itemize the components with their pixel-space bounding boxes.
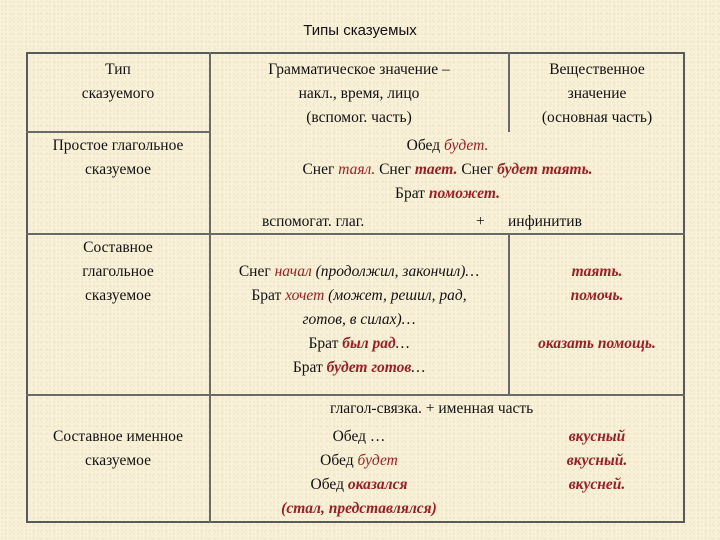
header-lexical-line2: значение [567, 85, 627, 102]
predicate-highlight: таял. [338, 161, 376, 178]
auxiliary-highlight: будет готов [326, 359, 412, 376]
label-simple-line2: сказуемое [85, 161, 151, 178]
header-lexical-line3: (основная часть) [541, 109, 653, 126]
verbal-example-1 [210, 260, 508, 284]
nominal-scheme: глагол-связка. + именная часть [330, 400, 534, 417]
spacer [509, 308, 685, 332]
header-lexical-line1: Вещественное [549, 61, 645, 78]
nominal-meaning-3: вкусней. [568, 476, 626, 493]
example-text: (может, решил, рад, [324, 287, 467, 304]
header-lexical [509, 58, 685, 130]
verbal-example-4 [210, 332, 508, 356]
header-grammatical [210, 58, 508, 130]
example-text: Брат [395, 185, 429, 202]
header-type-line2: сказуемого [81, 85, 155, 102]
verbal-example-2 [210, 284, 508, 308]
nominal-meaning-2: вкусный. [566, 452, 628, 469]
example-text: Снег [457, 161, 498, 178]
auxiliary-highlight: хочет [285, 287, 325, 304]
header-type-line1: Тип [105, 61, 131, 78]
example-text: Брат [292, 359, 327, 376]
label-compound-nominal-line1: Составное именное [53, 428, 183, 445]
example-text: Снег [238, 263, 275, 280]
nominal-examples [210, 425, 508, 521]
label-compound-verbal [26, 236, 210, 308]
example-text: Снег [375, 161, 415, 178]
simple-examples [210, 134, 685, 206]
predicate-highlight: будет таять. [497, 161, 593, 178]
row-divider-header [26, 131, 211, 133]
page-title: Типы сказуемых [303, 22, 417, 39]
verbal-scheme-right: инфинитив [508, 213, 582, 230]
verbal-meaning-1: таять. [571, 263, 623, 280]
copula-highlight: будет [357, 452, 398, 469]
example-text: Обед [310, 476, 348, 493]
label-simple-line1: Простое глагольное [52, 137, 184, 154]
simple-example-2 [210, 158, 685, 182]
nominal-example-2 [210, 449, 508, 473]
header-type [26, 58, 210, 106]
simple-example-3 [210, 182, 685, 206]
auxiliary-highlight: начал [274, 263, 312, 280]
verbal-meaning-3: оказать помощь. [538, 335, 656, 352]
nominal-example-4: (стал, представлялся) [281, 500, 437, 517]
header-grammatical-line2: накл., время, лицо [298, 85, 420, 102]
header-grammatical-line1: Грамматическое значение – [268, 61, 450, 78]
label-compound-verbal-line2: глагольное [82, 263, 154, 280]
label-compound-verbal-line3: сказуемое [85, 287, 151, 304]
example-text: (продолжил, закончил)… [311, 263, 480, 280]
nominal-meanings [509, 425, 685, 497]
simple-example-1 [210, 134, 685, 158]
example-text: Брат [251, 287, 286, 304]
predicate-highlight: будет. [443, 137, 489, 154]
label-compound-nominal-line2: сказуемое [85, 452, 151, 469]
verbal-example-3: готов, в силах)… [302, 311, 416, 328]
nominal-example-3 [210, 473, 508, 497]
nominal-meaning-1: вкусный [568, 428, 626, 445]
predicate-highlight: тает. [414, 161, 458, 178]
example-text: … [411, 359, 426, 376]
header-grammatical-line3: (вспомог. часть) [306, 109, 412, 126]
verbal-examples [210, 260, 508, 380]
nominal-example-1: Обед … [332, 428, 386, 445]
example-text: Обед [320, 452, 358, 469]
verbal-meaning-2: помочь. [570, 287, 624, 304]
label-compound-nominal [26, 425, 210, 473]
label-simple [26, 134, 210, 182]
copula-highlight: оказался [347, 476, 408, 493]
example-text: … [395, 335, 410, 352]
label-compound-verbal-line1: Составное [83, 239, 153, 256]
verbal-example-5 [210, 356, 508, 380]
example-text: Брат [308, 335, 343, 352]
example-text: Обед [406, 137, 444, 154]
verbal-meanings [509, 260, 685, 356]
verbal-scheme-plus: + [476, 213, 485, 230]
verbal-scheme-left: вспомогат. глаг. [262, 213, 365, 230]
example-text: Снег [302, 161, 339, 178]
row-divider-verbal [26, 394, 685, 396]
auxiliary-highlight: был рад [342, 335, 396, 352]
predicate-highlight: поможет. [428, 185, 500, 202]
